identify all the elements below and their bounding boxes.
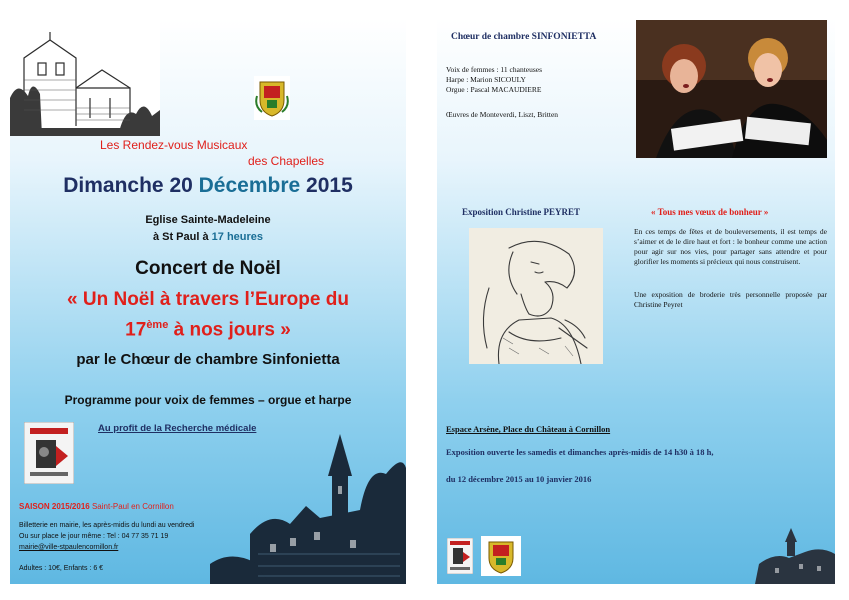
member-harp: Harpe : Marion SICOULY bbox=[446, 75, 526, 84]
organizer-line-1: Les Rendez-vous Musicaux bbox=[100, 138, 248, 152]
subtitle-ending: à nos jours » bbox=[168, 319, 291, 341]
organizer-line-2: des Chapelles bbox=[248, 154, 325, 168]
concert-subtitle-line-1: « Un Noël à travers l’Europe du bbox=[67, 289, 349, 310]
festival-poster-image bbox=[24, 422, 74, 484]
program-line: Programme pour voix de femmes – orgue et harpe bbox=[64, 393, 352, 407]
expo-hours: Exposition ouverte les samedis et dimanches après-midis de 14 h30 à 18 h, bbox=[446, 447, 714, 457]
choir-members bbox=[446, 65, 542, 95]
date-year: 2015 bbox=[306, 174, 353, 197]
venue-time: 17 heures bbox=[211, 231, 264, 243]
member-organ: Orgue : Pascal MACAUDIERE bbox=[446, 85, 542, 94]
concert-subtitle-line-2 bbox=[10, 319, 406, 341]
venue-line-1: Eglise Sainte-Madeleine bbox=[145, 214, 271, 226]
season-line bbox=[19, 502, 174, 511]
singers-photo bbox=[636, 20, 827, 158]
expo-dates: du 12 décembre 2015 au 10 janvier 2016 bbox=[446, 474, 592, 484]
season-place: Saint-Paul en Cornillon bbox=[91, 502, 174, 511]
member-voices: Voix de femmes : 11 chanteuses bbox=[446, 65, 543, 74]
right-flyer-page bbox=[437, 18, 835, 584]
village-silhouette-image bbox=[210, 414, 406, 584]
church-sketch-image bbox=[10, 18, 160, 136]
prices-text: Adultes : 10€, Enfants : 6 € bbox=[19, 565, 104, 572]
ticket-info-1: Billetterie en mairie, les après-midis du lundi au vendredi bbox=[19, 522, 195, 529]
date-day-word: Dimanche bbox=[63, 174, 164, 197]
village-sketch-image bbox=[755, 524, 835, 584]
small-coat-of-arms-icon bbox=[481, 536, 521, 576]
embroidery-portrait-image bbox=[469, 228, 603, 364]
left-flyer-page bbox=[10, 18, 406, 584]
coat-of-arms-icon bbox=[254, 76, 290, 120]
choir-heading: Chœur de chambre SINFONIETTA bbox=[451, 32, 597, 42]
concert-title: Concert de Noël bbox=[135, 258, 281, 279]
benefit-text: Au profit de la Recherche médicale bbox=[98, 423, 257, 434]
date-day-number: 20 bbox=[169, 174, 193, 197]
venue-prefix: à St Paul à bbox=[152, 231, 209, 243]
event-date bbox=[10, 174, 406, 198]
ticket-info-2: Ou sur place le jour même : Tel : 04 77 35 71 19 bbox=[19, 533, 169, 540]
small-festival-poster-image bbox=[447, 538, 473, 574]
performer-line: par le Chœur de chambre Sinfonietta bbox=[76, 351, 340, 368]
email-link[interactable]: mairie@ville-stpaulencornillon.fr bbox=[19, 544, 119, 551]
season-label: SAISON 2015/2016 bbox=[19, 502, 90, 511]
date-month: Décembre bbox=[198, 174, 301, 197]
subtitle-number: 17 bbox=[125, 319, 147, 341]
expo-place: Espace Arsène, Place du Château à Cornillon bbox=[446, 424, 611, 434]
venue-line-2 bbox=[10, 231, 406, 243]
wishes-heading: « Tous mes vœux de bonheur » bbox=[651, 207, 769, 217]
expo-heading: Exposition Christine PEYRET bbox=[462, 207, 581, 217]
works-list: Œuvres de Monteverdi, Liszt, Britten bbox=[446, 110, 559, 119]
wishes-text: En ces temps de fêtes et de bouleversements, il est temps de s’aimer et de le dire haut et fort : le bonheur comme une action pour agir sur nos vies, pour partager sans attendre et pour glorifier les moments si précieux qui nous construisent. bbox=[634, 227, 827, 266]
expo-description: Une exposition de broderie très personnelle proposée par Christine Peyret bbox=[634, 290, 827, 309]
subtitle-superscript: ème bbox=[146, 319, 169, 331]
